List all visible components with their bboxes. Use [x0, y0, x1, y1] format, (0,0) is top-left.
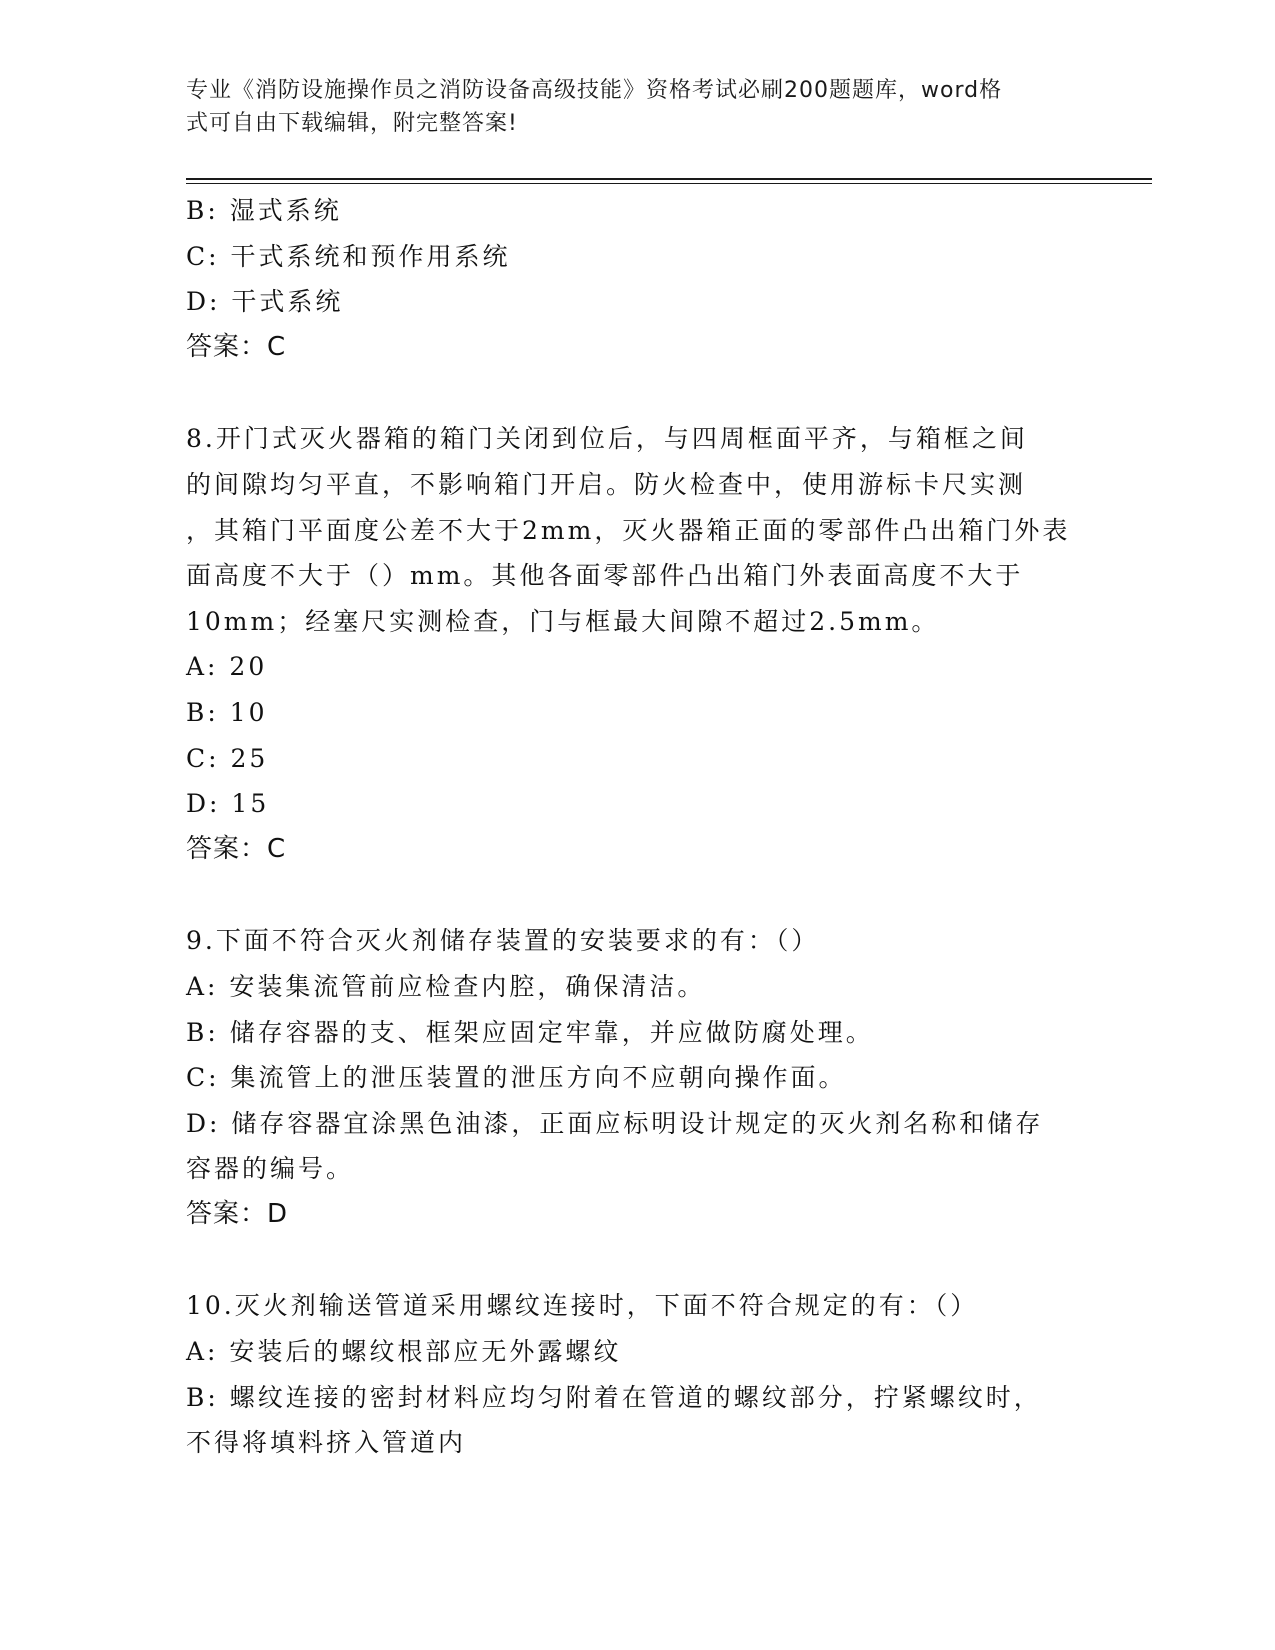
question-stem-line: ，其箱门平面度公差不大于2mm，灭火器箱正面的零部件凸出箱门外表 — [186, 515, 1071, 545]
option-d: D: 15 — [186, 789, 270, 819]
option-c: C: 25 — [186, 743, 269, 773]
answer-label: 答案：C — [186, 331, 287, 362]
header-line-1: 专业《消防设施操作员之消防设备高级技能》资格考试必刷200题题库，word格 — [186, 78, 1003, 103]
header-divider — [186, 178, 1152, 180]
question-stem-line: 10.灭火剂输送管道采用螺纹连接时，下面不符合规定的有：（） — [186, 1291, 979, 1321]
question-stem-line: 10mm；经塞尺实测检查，门与框最大间隙不超过2.5mm。 — [186, 606, 940, 636]
option-d-continued: 容器的编号。 — [186, 1154, 355, 1184]
option-b: B: 储存容器的支、框架应固定牢靠，并应做防腐处理。 — [186, 1017, 874, 1047]
option-d: D: 储存容器宜涂黑色油漆，正面应标明设计规定的灭火剂名称和储存 — [186, 1108, 1044, 1138]
option-c: C: 集流管上的泄压装置的泄压方向不应朝向操作面。 — [186, 1063, 847, 1093]
option-c: C: 干式系统和预作用系统 — [186, 241, 511, 271]
question-stem-line: 面高度不大于（）mm。其他各面零部件凸出箱门外表面高度不大于 — [186, 561, 1024, 591]
option-b: B: 湿式系统 — [186, 196, 342, 225]
question-stem-line: 8.开门式灭火器箱的箱门关闭到位后，与四周框面平齐，与箱框之间 — [186, 424, 1028, 454]
question-7 — [186, 188, 1086, 370]
option-b: B: 螺纹连接的密封材料应均匀附着在管道的螺纹部分，拧紧螺纹时， — [186, 1382, 1042, 1412]
option-b: B: 10 — [186, 697, 268, 727]
option-a: A: 安装后的螺纹根部应无外露螺纹 — [186, 1337, 622, 1367]
option-a: A: 20 — [186, 652, 268, 682]
option-d: D: 干式系统 — [186, 287, 344, 317]
document-header — [186, 74, 1066, 140]
option-b-continued: 不得将填料挤入管道内 — [186, 1428, 467, 1458]
header-line-2: 式可自由下载编辑，附完整答案! — [186, 111, 518, 136]
answer-label: 答案：C — [186, 833, 287, 864]
spacer — [186, 872, 1086, 918]
question-10 — [186, 1283, 1086, 1465]
question-9 — [186, 918, 1086, 1237]
answer-label: 答案：D — [186, 1198, 289, 1229]
question-list — [186, 188, 1086, 1466]
option-a: A: 安装集流管前应检查内腔，确保清洁。 — [186, 971, 706, 1001]
question-stem-line: 9.下面不符合灭火剂储存装置的安装要求的有：（） — [186, 926, 820, 956]
header-divider-thin — [186, 183, 1152, 184]
spacer — [186, 370, 1086, 416]
spacer — [186, 1237, 1086, 1283]
question-8 — [186, 416, 1086, 872]
question-stem-line: 的间隙均匀平直，不影响箱门开启。防火检查中，使用游标卡尺实测 — [186, 469, 1027, 499]
